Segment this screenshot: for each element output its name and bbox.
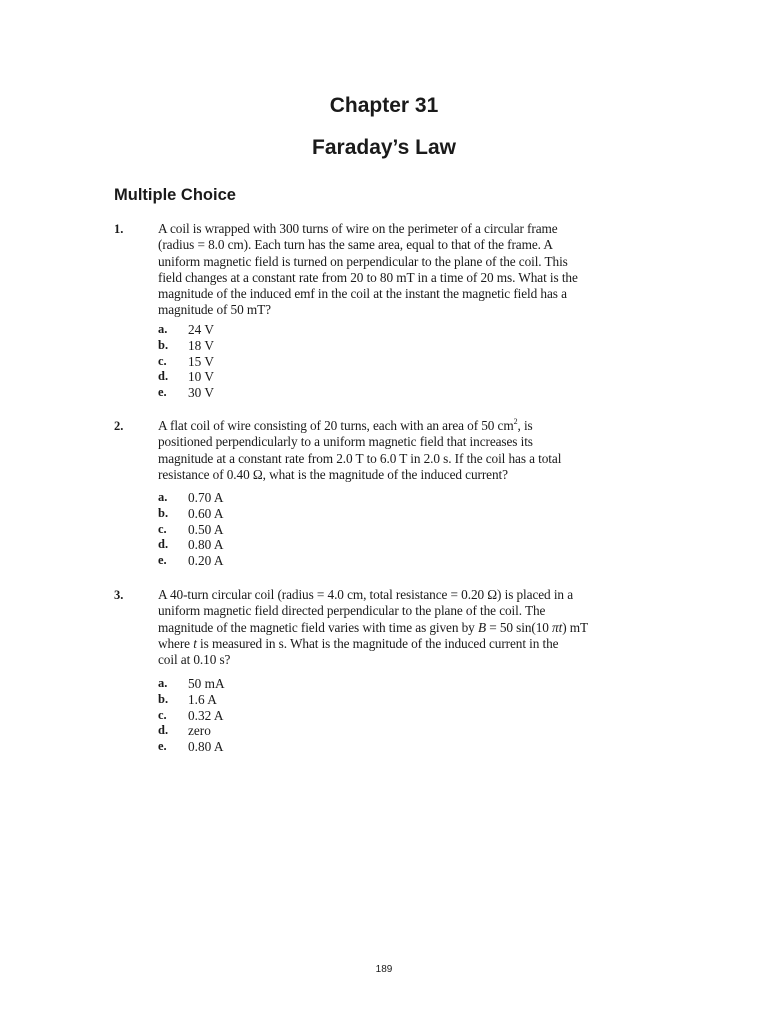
answer-option: [158, 490, 358, 506]
question-line: (radius = 8.0 cm). Each turn has the same area, equal to that of the frame. A: [158, 237, 553, 253]
option-value: 1.6 A: [188, 691, 217, 707]
page-number: 189: [375, 964, 393, 975]
question-line: magnitude of 50 mT?: [158, 302, 271, 318]
answer-option: [158, 537, 358, 553]
answer-options: [158, 490, 358, 569]
answer-option: [158, 522, 358, 538]
question-line: coil at 0.10 s?: [158, 652, 231, 668]
question-number: 2.: [114, 419, 124, 433]
option-value: 0.50 A: [188, 521, 224, 537]
option-letter: e.: [158, 739, 167, 754]
option-letter: b.: [158, 691, 169, 706]
option-value: 15 V: [188, 353, 214, 369]
option-value: 0.80 A: [188, 537, 224, 553]
answer-options: [158, 322, 358, 401]
answer-option: [158, 692, 358, 708]
option-letter: c.: [158, 353, 167, 368]
option-value: 0.60 A: [188, 505, 224, 521]
option-letter: a.: [158, 322, 168, 336]
option-value: 10 V: [188, 369, 214, 385]
question-line: A 40-turn circular coil (radius = 4.0 cm, total resistance = 0.20 Ω) is placed in a: [158, 587, 573, 602]
option-value: zero: [188, 723, 211, 739]
answer-option: [158, 506, 358, 522]
option-letter: a.: [158, 490, 168, 504]
answer-options: [158, 676, 358, 755]
answer-option: [158, 385, 358, 401]
answer-option: [158, 676, 358, 692]
option-letter: c.: [158, 707, 167, 722]
superscript: 2: [513, 416, 518, 426]
option-letter: e.: [158, 385, 167, 400]
option-letter: b.: [158, 337, 169, 352]
question-line: uniform magnetic field is turned on perpendicular to the plane of the coil. This: [158, 253, 568, 269]
question-line: uniform magnetic field directed perpendicular to the plane of the coil. The: [158, 603, 546, 619]
option-value: 30 V: [188, 385, 214, 401]
answer-option: [158, 369, 358, 385]
option-value: 24 V: [188, 322, 214, 337]
option-value: 0.20 A: [188, 553, 224, 569]
question-line: A flat coil of wire consisting of 20 turns, each with an area of 50 $cm^2$, is: [158, 416, 533, 433]
chapter-subtitle: Faraday’s Law: [312, 136, 456, 159]
question-line: magnitude of the induced emf in the coil at the instant the magnetic field has a: [158, 286, 567, 302]
question-line: where t is measured in s. What is the magnitude of the induced current in the: [158, 635, 559, 651]
question-line: A coil is wrapped with 300 turns of wire on the perimeter of a circular frame: [158, 221, 558, 236]
option-value: 0.70 A: [188, 490, 224, 505]
option-letter: b.: [158, 505, 169, 520]
section-heading: Multiple Choice: [114, 186, 236, 204]
option-letter: d.: [158, 369, 169, 384]
answer-option: [158, 723, 358, 739]
italic-variable: πt: [552, 619, 563, 635]
question-line: magnitude at a constant rate from 2.0 T to 6.0 T in 2.0 s. If the coil has a total: [158, 450, 562, 466]
option-value: 0.80 A: [188, 739, 224, 755]
answer-option: [158, 708, 358, 724]
question-text: [158, 221, 654, 319]
question-line: positioned perpendicularly to a uniform magnetic field that increases its: [158, 434, 533, 450]
answer-option: [158, 322, 358, 338]
chapter-title: Chapter 31: [329, 94, 439, 117]
option-value: 0.32 A: [188, 707, 224, 723]
option-letter: d.: [158, 537, 169, 552]
option-letter: a.: [158, 676, 168, 690]
italic-variable: B: [477, 619, 486, 635]
question-number: 1.: [114, 222, 124, 236]
answer-option: [158, 354, 358, 370]
option-letter: d.: [158, 723, 169, 738]
answer-option: [158, 338, 358, 354]
question-line: resistance of 0.40 Ω, what is the magnitude of the induced current?: [158, 466, 508, 482]
answer-option: [158, 553, 358, 569]
question-line: field changes at a constant rate from 20 to 80 mT in a time of 20 ms. What is the: [158, 269, 578, 285]
question-text: [158, 418, 654, 483]
option-letter: c.: [158, 521, 167, 536]
option-value: 18 V: [188, 337, 214, 353]
question-number: 3.: [114, 588, 124, 602]
option-letter: e.: [158, 553, 167, 568]
question-line: magnitude of the magnetic field varies with time as given by B = 50 sin(10 πt) mT: [158, 619, 589, 635]
question-text: [158, 587, 654, 668]
answer-option: [158, 739, 358, 755]
option-value: 50 mA: [188, 676, 225, 691]
italic-variable: t: [193, 635, 197, 651]
